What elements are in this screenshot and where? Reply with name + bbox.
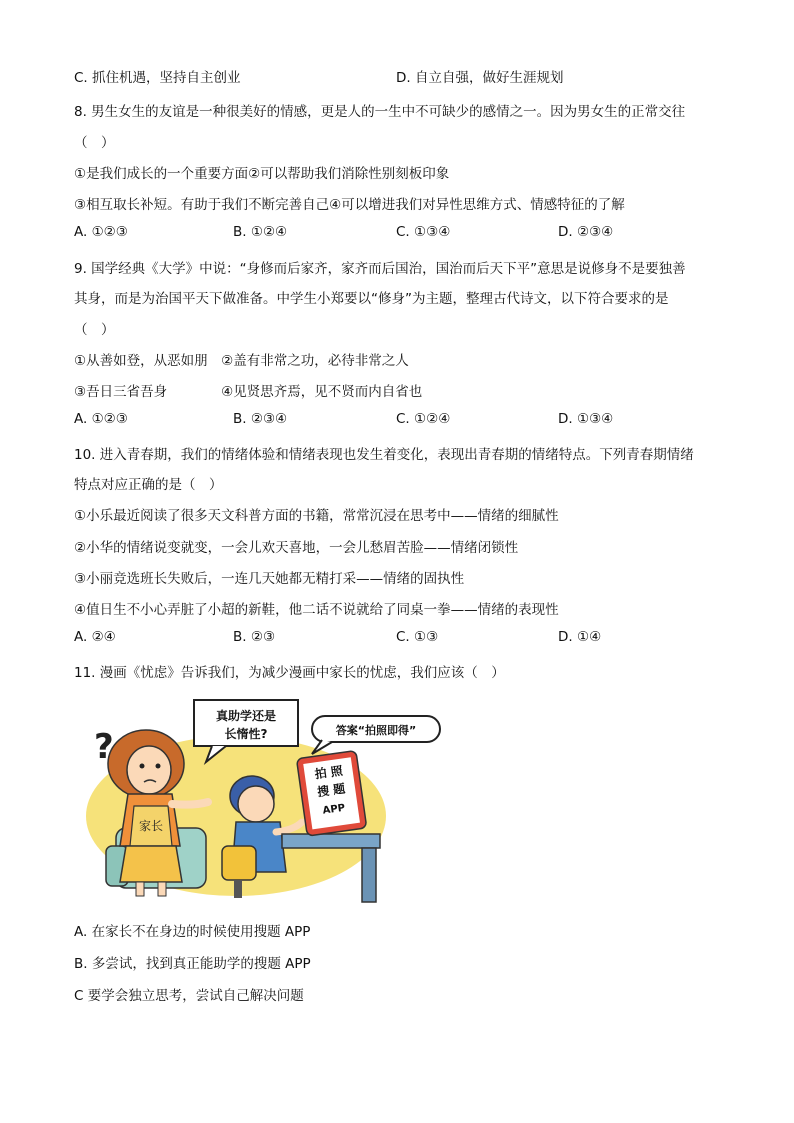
- q8-option-c: C. ①③④: [396, 224, 451, 240]
- q9-option-b: B. ②③④: [233, 411, 288, 427]
- q9-item-1: ①从善如登，从恶如朋 ②盖有非常之功，必待非常之人: [74, 353, 409, 369]
- q11-option-b: B. 多尝试，找到真正能助学的搜题 APP: [74, 956, 311, 972]
- q10-item-1: ①小乐最近阅读了很多天文科普方面的书籍，常常沉浸在思考中——情绪的细腻性: [74, 508, 559, 524]
- screen-app-label: APP: [322, 802, 346, 817]
- q10-item-2: ②小华的情绪说变就变，一会儿欢天喜地，一会儿愁眉苦脸——情绪闭锁性: [74, 540, 519, 556]
- screen-char-2: 照: [329, 763, 344, 780]
- bubble-mother-line-2: 长惰性?: [224, 727, 268, 741]
- q11-option-a: A. 在家长不在身边的时候使用搜题 APP: [74, 924, 311, 940]
- screen-char-3: 搜: [316, 783, 331, 800]
- cartoon-worry-image: [76, 696, 417, 908]
- q8-option-d: D. ②③④: [558, 224, 614, 240]
- boy-face: [238, 786, 274, 822]
- q8-option-b: B. ①②④: [233, 224, 288, 240]
- q9-option-c: C. ①②④: [396, 411, 451, 427]
- q8-blank: （ ）: [74, 135, 115, 151]
- desk: [282, 834, 380, 848]
- q10-option-c: C. ①③: [396, 629, 439, 645]
- question-mark: ?: [94, 727, 114, 767]
- q11-option-c: C 要学会独立思考，尝试自己解决问题: [74, 988, 304, 1004]
- screen-char-1: 拍: [313, 765, 328, 782]
- q9-option-a: A. ①②③: [74, 411, 128, 427]
- q10-item-3: ③小丽竞选班长失败后，一连几天她都无精打采——情绪的固执性: [74, 571, 465, 587]
- q9-stem-1: 9. 国学经典《大学》中说：“身修而后家齐，家齐而后国治，国治而后天下平”意思是说修身不是要独善: [74, 261, 686, 277]
- q11-stem: 11. 漫画《忧虑》告诉我们，为减少漫画中家长的忧虑，我们应该（ ）: [74, 665, 505, 681]
- screen-char-4: 题: [332, 781, 347, 797]
- bubble-app-text: 答案“拍照即得”: [335, 724, 417, 737]
- q8-item-2: ③相互取长补短。有助于我们不断完善自己④可以增进我们对异性思维方式、情感特征的了解: [74, 197, 625, 213]
- chair: [222, 846, 256, 880]
- q10-item-4: ④值日生不小心弄脏了小超的新鞋，他二话不说就给了同桌一拳——情绪的表现性: [74, 602, 559, 618]
- phone-app: [296, 751, 366, 837]
- bubble-mother-line-1: 真助学还是: [215, 709, 277, 723]
- q10-stem-1: 10. 进入青春期，我们的情绪体验和情绪表现也发生着变化，表现出青春期的情绪特点。下列青春期情绪: [74, 447, 694, 463]
- q9-item-2: ③吾日三省吾身 ④见贤思齐焉，见不贤而内自省也: [74, 384, 423, 400]
- q10-option-a: A. ②④: [74, 629, 116, 645]
- q10-option-d: D. ①④: [558, 629, 602, 645]
- q10-option-b: B. ②③: [233, 629, 276, 645]
- option-c-prev: C. 抓住机遇，坚持自主创业: [74, 70, 241, 86]
- q9-blank: （ ）: [74, 322, 115, 338]
- q8-item-1: ①是我们成长的一个重要方面②可以帮助我们消除性别刻板印象: [74, 166, 450, 182]
- q9-stem-2: 其身，而是为治国平天下做准备。中学生小郑要以“修身”为主题，整理古代诗文，以下符合要求的是: [74, 291, 669, 307]
- q10-stem-2: 特点对应正确的是（ ）: [74, 477, 223, 493]
- mother-face: [127, 746, 171, 794]
- q9-option-d: D. ①③④: [558, 411, 614, 427]
- apron-label: 家长: [138, 819, 164, 833]
- q8-option-a: A. ①②③: [74, 224, 128, 240]
- option-d-prev: D. 自立自强，做好生涯规划: [396, 70, 564, 86]
- q8-stem: 8. 男生女生的友谊是一种很美好的情感，更是人的一生中不可缺少的感情之一。因为男女生的正常交往: [74, 104, 686, 120]
